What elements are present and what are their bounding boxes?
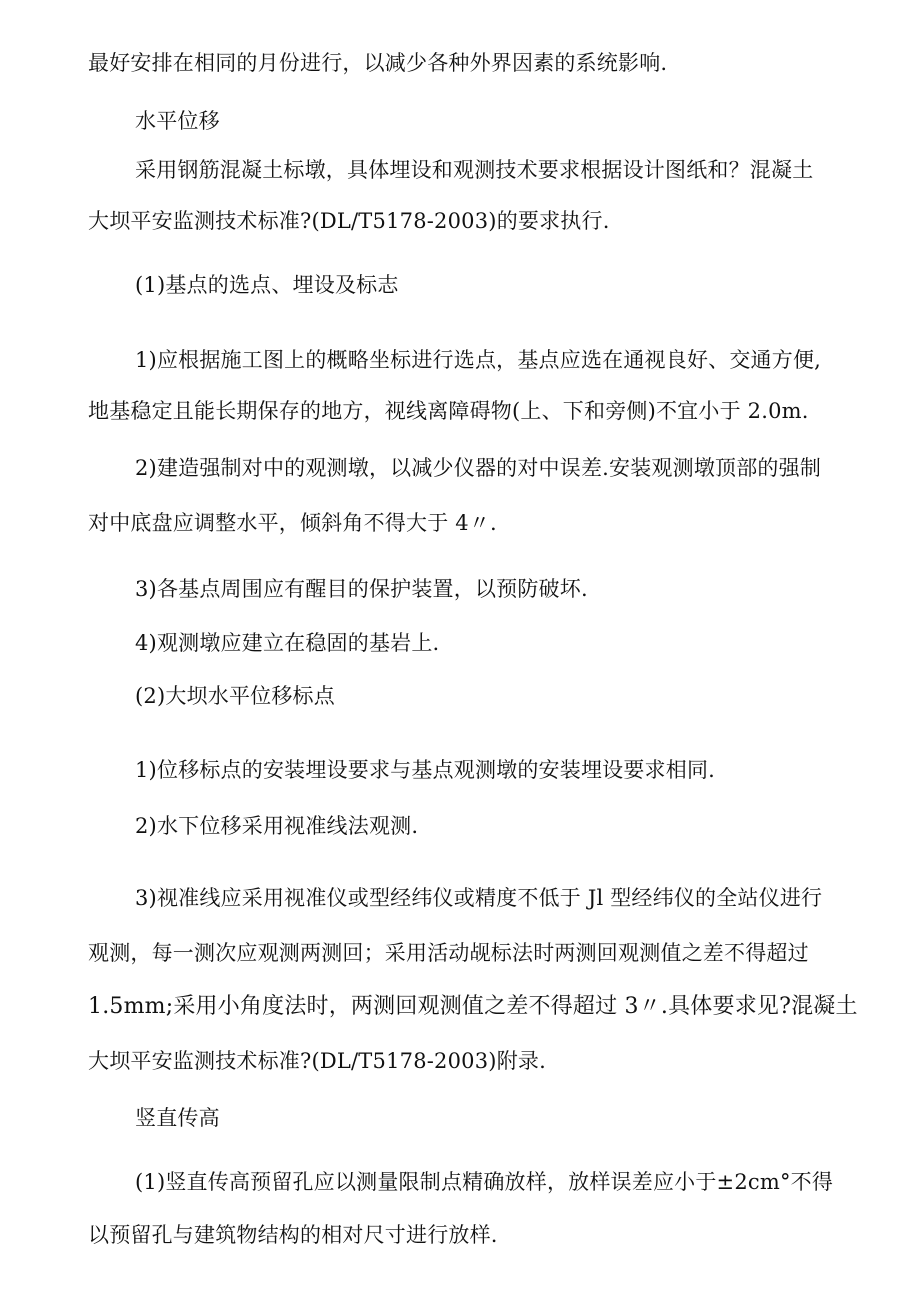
subsection-heading: (2)大坝水平位移标点 <box>135 684 335 708</box>
paragraph-line: 1.5mm;采用小角度法时，两测回观测值之差不得超过 3〃.具体要求见?混凝土 <box>88 994 858 1019</box>
list-item: 1)应根据施工图上的概略坐标进行选点，基点应选在通视良好、交通方便, <box>135 348 822 372</box>
list-item: 3)各基点周围应有醒目的保护装置，以预防破坏. <box>135 577 588 601</box>
paragraph-line: 以预留孔与建筑物结构的相对尺寸进行放样. <box>88 1223 498 1247</box>
list-item: 1)位移标点的安装埋设要求与基点观测墩的安装埋设要求相同. <box>135 758 716 782</box>
section-heading: 竖直传高 <box>135 1106 220 1130</box>
paragraph-line: 对中底盘应调整水平，倾斜角不得大于 4〃. <box>88 511 497 535</box>
paragraph-line: 地基稳定且能长期保存的地方，视线离障碍物(上、下和旁侧)不宜小于 2.0m. <box>88 399 809 423</box>
list-item: (1)竖直传高预留孔应以测量限制点精确放样，放样误差应小于±2cm°不得 <box>135 1170 834 1194</box>
subsection-heading: (1)基点的选点、埋设及标志 <box>135 273 399 297</box>
list-item: 3)视准线应采用视准仪或型经纬仪或精度不低于 Jl 型经纬仪的全站仪进行 <box>135 886 823 910</box>
list-item: 2)建造强制对中的观测墩，以减少仪器的对中误差.安装观测墩顶部的强制 <box>135 456 822 480</box>
paragraph-line: 采用钢筋混凝土标墩，具体埋设和观测技术要求根据设计图纸和？混凝土 <box>135 158 814 182</box>
paragraph-line: 观测，每一测次应观测两测回；采用活动觇标法时两测回观测值之差不得超过 <box>88 941 809 965</box>
section-heading: 水平位移 <box>135 109 220 133</box>
list-item: 2)水下位移采用视准线法观测. <box>135 814 419 838</box>
paragraph-line: 大坝平安监测技术标准?(DL/T5178-2003)的要求执行. <box>88 209 610 233</box>
paragraph-line: 大坝平安监测技术标准?(DL/T5178-2003)附录. <box>88 1049 546 1073</box>
paragraph-line: 最好安排在相同的月份进行，以减少各种外界因素的系统影响. <box>88 51 668 75</box>
list-item: 4)观测墩应建立在稳固的基岩上. <box>135 631 440 655</box>
